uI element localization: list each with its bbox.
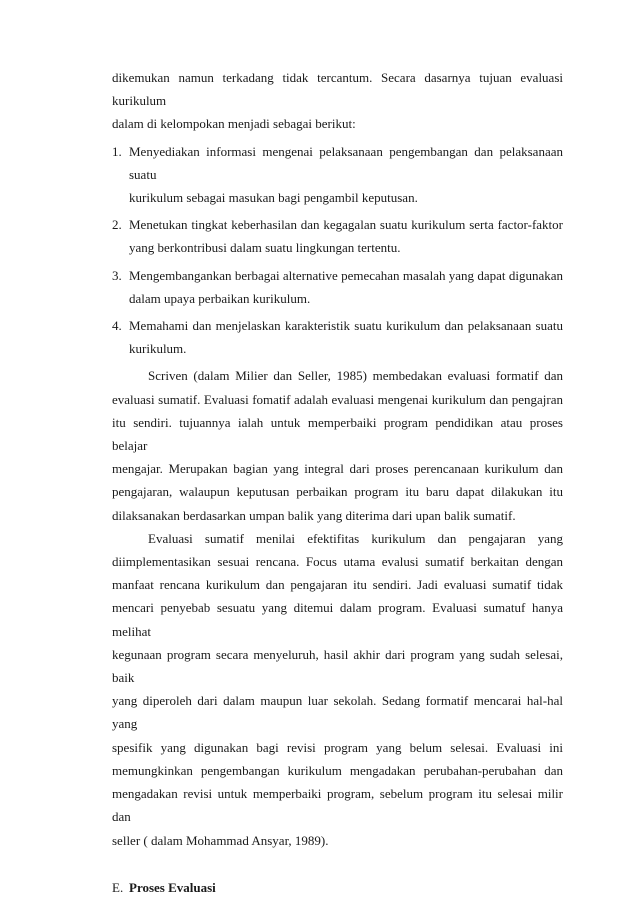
list-item-line: Memahami dan menjelaskan karakteristik suatu kurikulum dan pelaksanaan suatu — [129, 318, 563, 334]
list-item-line: kurikulum. — [129, 341, 187, 357]
page-content — [112, 66, 563, 899]
paragraph-line: mengajar. Merupakan bagian yang integral dari proses perencanaan kurikulum dan — [112, 461, 563, 477]
list-item-line: Mengembangankan berbagai alternative pemecahan masalah yang dapat digunakan — [129, 267, 563, 283]
list-item-line: Menetukan tingkat keberhasilan dan kegagalan suatu kurikulum serta factor-faktor — [129, 217, 563, 233]
paragraph-line: kegunaan program secara menyeluruh, hasil akhir dari program yang sudah selesai, baik — [112, 646, 563, 686]
list-number: 3. — [112, 267, 122, 283]
paragraph-line: yang diperoleh dari dalam maupun luar sekolah. Sedang formatif mencarai hal-hal yang — [112, 693, 563, 732]
list-item-line: yang berkontribusi dalam suatu lingkungan tertentu. — [129, 240, 401, 256]
list-number: 4. — [112, 318, 122, 334]
list-item — [112, 213, 563, 259]
list-item-line: dalam upaya perbaikan kurikulum. — [129, 290, 311, 306]
paragraph-line: Scriven (dalam Milier dan Seller, 1985) membedakan evaluasi formatif dan — [148, 368, 563, 384]
section-title: Proses Evaluasi — [129, 879, 216, 895]
intro-line-1: dikemukan namun terkadang tidak tercantum. Secara dasarnya tujuan evaluasi kurikulum — [112, 70, 563, 109]
list-number: 2. — [112, 217, 122, 233]
list-item-line: Menyediakan informasi mengenai pelaksanaan pengembangan dan pelaksanaan suatu — [129, 143, 563, 182]
paragraph-line: spesifik yang digunakan bagi revisi program yang belum selesai. Evaluasi ini — [112, 739, 563, 755]
paragraph-line: mencari penyebab sesuatu yang ditemui dalam program. Evaluasi sumatuf hanya melihat — [112, 600, 563, 639]
paragraph-line: seller ( dalam Mohammad Ansyar, 1989). — [112, 832, 329, 848]
paragraph-line: evaluasi sumatif. Evaluasi fomatif adalah evaluasi mengenai kurikulum dan pengajran — [112, 391, 563, 407]
list-item — [112, 140, 563, 210]
paragraph-line: manfaat rencana kurikulum dan pengajaran itu sendiri. Jadi evaluasi sumatif tidak — [112, 577, 563, 593]
list-item — [112, 314, 563, 360]
section-heading — [112, 876, 563, 899]
paragraph-line: memungkinkan pengembangan kurikulum mengadakan perubahan-perubahan dan — [112, 762, 563, 778]
list-item — [112, 264, 563, 310]
section-letter: E. — [112, 879, 124, 895]
list-number: 1. — [112, 143, 122, 159]
paragraph-line: dilaksanakan berdasarkan umpan balik yang diterima dari upan balik sumatif. — [112, 507, 516, 523]
paragraph-line: pengajaran, walaupun keputusan perbaikan program itu baru dapat dilakukan itu — [112, 484, 563, 500]
paragraph-line: itu sendiri. tujuannya ialah untuk memperbaiki program pendidikan atau proses belajar — [112, 414, 563, 454]
paragraph-line: diimplementasikan sesuai rencana. Focus utama evalusi sumatif berkaitan dengan — [112, 554, 563, 570]
paragraph-line: mengadakan revisi untuk memperbaiki program, sebelum program itu selesai milir dan — [112, 786, 563, 825]
intro-line-2: dalam di kelompokan menjadi sebagai berikut: — [112, 116, 356, 132]
paragraph-line: Evaluasi sumatif menilai efektifitas kurikulum dan pengajaran yang — [148, 530, 563, 546]
list-item-line: kurikulum sebagai masukan bagi pengambil keputusan. — [129, 190, 418, 206]
